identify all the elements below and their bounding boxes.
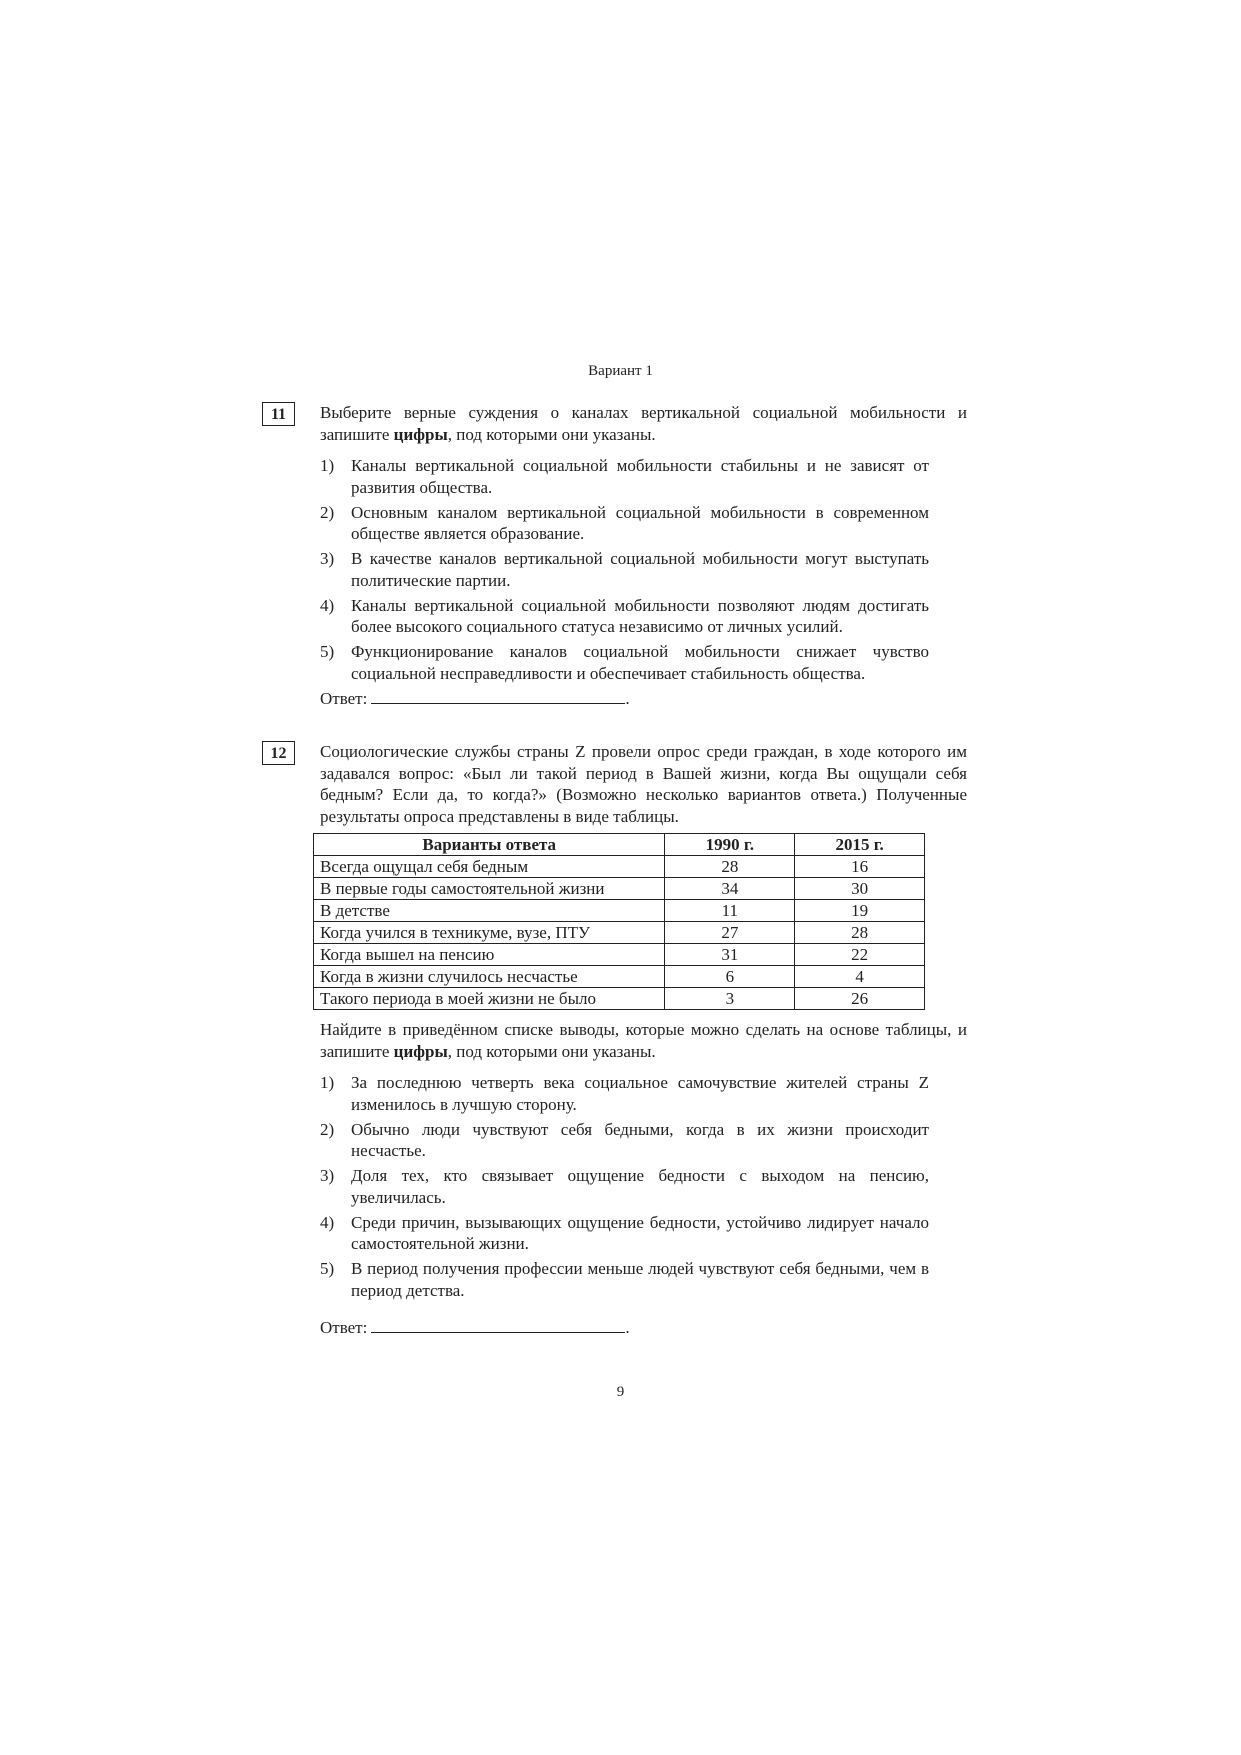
intro-text-end: , под которыми они указаны. <box>447 424 656 444</box>
option-item <box>320 595 929 638</box>
cell-2015: 28 <box>795 922 925 944</box>
option-item <box>320 455 929 498</box>
task-intro <box>320 402 967 445</box>
option-number: 2) <box>320 502 335 522</box>
task-number-box: 11 <box>262 402 295 426</box>
option-number: 2) <box>320 1119 335 1139</box>
option-text: Основным каналом вертикальной социальной мобильности в современном обществе является образование. <box>351 502 929 543</box>
answer-end: . <box>625 1318 630 1337</box>
option-number: 1) <box>320 456 335 475</box>
table-row <box>314 878 925 900</box>
table-row <box>314 856 925 878</box>
answer-row <box>320 1317 967 1339</box>
answer-field[interactable] <box>371 1317 625 1333</box>
instruction-text: Найдите в приведённом списке выводы, которые можно сделать на основе таблицы, и запишите <box>320 1020 967 1061</box>
cell-2015: 30 <box>795 878 925 900</box>
task-number-box: 12 <box>262 741 295 765</box>
option-text: Каналы вертикальной социальной мобильности позволяют людям достигать более высокого социального статуса независимо от личных усилий. <box>351 595 929 636</box>
row-label: Когда вышел на пенсию <box>314 944 665 966</box>
row-label: Всегда ощущал себя бедным <box>314 856 665 878</box>
option-item <box>320 1119 929 1162</box>
option-number: 4) <box>320 595 335 615</box>
cell-2015: 22 <box>795 944 925 966</box>
option-text: Функционирование каналов социальной мобильности снижает чувство социальной несправедливости и обеспечивает стабильность общества. <box>351 642 929 683</box>
task-intro: Социологические службы страны Z провели опрос среди граждан, в ходе которого им задавался вопрос: «Был ли такой период в Вашей жизни, когда Вы ощущали себя бедным? Если да, то когда?» (Возможно несколько вариантов ответа.) Полученные результаты опроса представлены в виде таблицы. <box>320 742 967 826</box>
option-item <box>320 548 929 591</box>
row-label: Когда учился в техникуме, вузе, ПТУ <box>314 922 665 944</box>
column-header: Варианты ответа <box>314 834 665 856</box>
option-item <box>320 641 929 684</box>
table-row <box>314 966 925 988</box>
options-list <box>320 1072 967 1301</box>
column-header: 1990 г. <box>665 834 795 856</box>
option-text: Обычно люди чувствуют себя бедными, когда в их жизни происходит несчастье. <box>351 1119 929 1160</box>
page-header: Вариант 1 <box>588 363 653 379</box>
column-header: 2015 г. <box>795 834 925 856</box>
cell-2015: 19 <box>795 900 925 922</box>
answer-label: Ответ: <box>320 688 368 708</box>
option-text: Каналы вертикальной социальной мобильности стабильны и не зависят от развития общества. <box>351 456 929 497</box>
page-number: 9 <box>616 1384 625 1400</box>
cell-1990: 27 <box>665 922 795 944</box>
row-label: В детстве <box>314 900 665 922</box>
table-row <box>314 944 925 966</box>
row-label: В первые годы самостоятельной жизни <box>314 878 665 900</box>
cell-1990: 3 <box>665 988 795 1010</box>
task-body <box>320 741 967 1339</box>
cell-2015: 26 <box>795 988 925 1010</box>
option-item <box>320 1212 929 1255</box>
option-item <box>320 1165 929 1208</box>
instruction-text-end: , под которыми они указаны. <box>447 1041 656 1061</box>
option-number: 3) <box>320 1166 335 1185</box>
option-number: 5) <box>320 642 335 661</box>
answer-field[interactable] <box>371 688 625 704</box>
option-text: В качестве каналов вертикальной социальной мобильности могут выступать политические партии. <box>351 549 929 590</box>
intro-bold: цифры <box>393 424 448 444</box>
options-list <box>320 455 967 684</box>
instruction-bold: цифры <box>393 1041 448 1061</box>
cell-1990: 31 <box>665 944 795 966</box>
option-text: Доля тех, кто связывает ощущение бедности с выходом на пенсию, увеличилась. <box>351 1166 929 1207</box>
row-label: Такого периода в моей жизни не было <box>314 988 665 1010</box>
cell-2015: 16 <box>795 856 925 878</box>
option-number: 5) <box>320 1259 335 1278</box>
cell-2015: 4 <box>795 966 925 988</box>
cell-1990: 6 <box>665 966 795 988</box>
cell-1990: 34 <box>665 878 795 900</box>
option-number: 4) <box>320 1212 335 1232</box>
option-number: 3) <box>320 549 335 568</box>
table-row <box>314 900 925 922</box>
cell-1990: 11 <box>665 900 795 922</box>
task-instruction <box>320 1019 967 1062</box>
task-body <box>320 402 967 709</box>
answer-row <box>320 688 967 710</box>
intro-text: Выберите верные суждения о каналах вертикальной социальной мобильности и запишите <box>320 403 967 444</box>
option-item <box>320 1072 929 1115</box>
cell-1990: 28 <box>665 856 795 878</box>
survey-table <box>313 833 925 1010</box>
table-row <box>314 988 925 1010</box>
option-text: За последнюю четверть века социальное самочувствие жителей страны Z изменилось в лучшую сторону. <box>351 1073 929 1114</box>
option-number: 1) <box>320 1073 335 1092</box>
option-item <box>320 1258 929 1301</box>
answer-label: Ответ: <box>320 1318 368 1337</box>
answer-end: . <box>625 688 630 708</box>
table-header-row <box>314 834 925 856</box>
option-text: Среди причин, вызывающих ощущение бедности, устойчиво лидирует начало самостоятельной жизни. <box>351 1212 929 1253</box>
row-label: Когда в жизни случилось несчастье <box>314 966 665 988</box>
table-row <box>314 922 925 944</box>
option-text: В период получения профессии меньше людей чувствуют себя бедными, чем в период детства. <box>351 1259 929 1300</box>
option-item <box>320 502 929 545</box>
